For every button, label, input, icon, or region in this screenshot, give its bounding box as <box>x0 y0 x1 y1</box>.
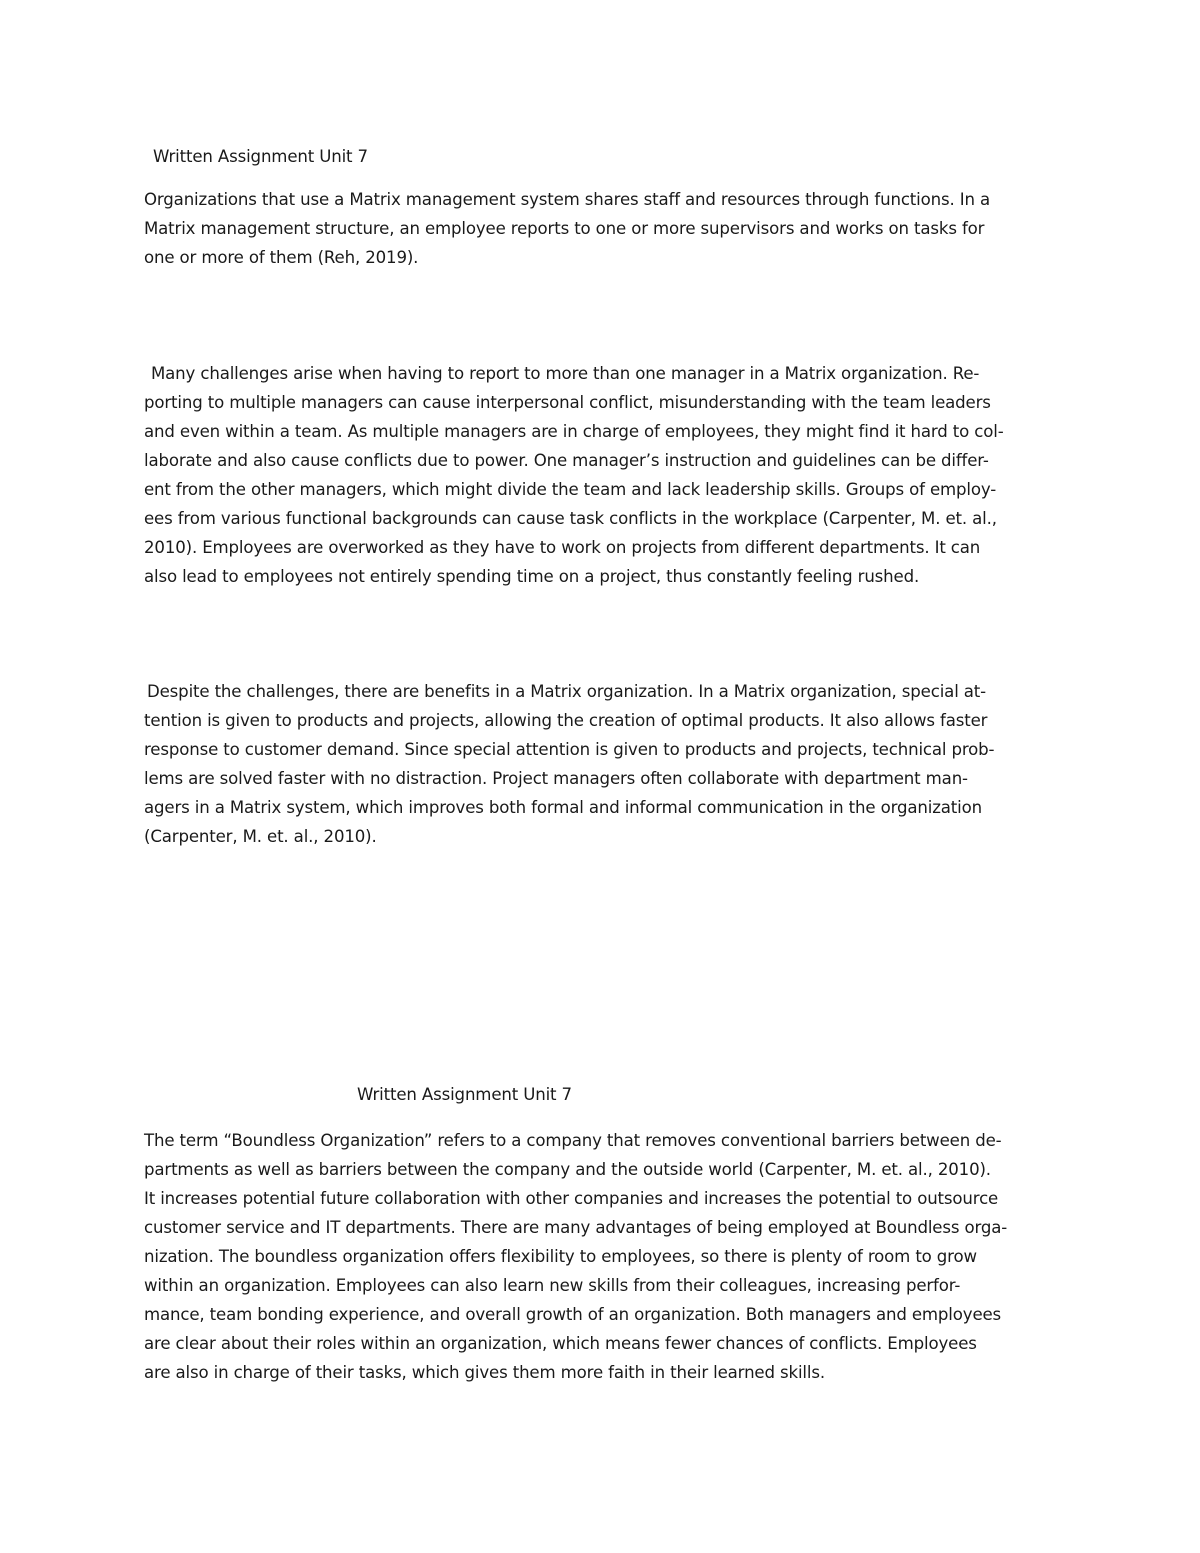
paragraph-line: partments as well as barriers between the company and the outside world (Carpenter, M. et. al., 2010). <box>144 1160 991 1179</box>
paragraph-line: Despite the challenges, there are benefits in a Matrix organization. In a Matrix organization, special at- <box>147 682 986 701</box>
paragraph-line: agers in a Matrix system, which improves both formal and informal communication in the organization <box>144 798 982 817</box>
paragraph-line: Organizations that use a Matrix management system shares staff and resources through functions. In a <box>144 190 990 209</box>
section-title: Written Assignment Unit 7 <box>357 1085 572 1104</box>
paragraph-line: one or more of them (Reh, 2019). <box>144 248 419 267</box>
paragraph-line: within an organization. Employees can also learn new skills from their colleagues, increasing perfor- <box>144 1276 961 1295</box>
paragraph-line: laborate and also cause conflicts due to power. One manager’s instruction and guidelines can be differ- <box>144 451 989 470</box>
paragraph-line: (Carpenter, M. et. al., 2010). <box>144 827 377 846</box>
paragraph-line: lems are solved faster with no distraction. Project managers often collaborate with department man- <box>144 769 968 788</box>
paragraph-line: are clear about their roles within an organization, which means fewer chances of conflicts. Employees <box>144 1334 977 1353</box>
paragraph-line: Matrix management structure, an employee reports to one or more supervisors and works on tasks for <box>144 219 985 238</box>
paragraph-line: ees from various functional backgrounds can cause task conflicts in the workplace (Carpenter, M. et. al., <box>144 509 997 528</box>
paragraph-line: are also in charge of their tasks, which gives them more faith in their learned skills. <box>144 1363 825 1382</box>
paragraph-line: nization. The boundless organization offers flexibility to employees, so there is plenty of room to grow <box>144 1247 977 1266</box>
paragraph-line: tention is given to products and projects, allowing the creation of optimal products. It also allows faster <box>144 711 988 730</box>
paragraph-line: The term “Boundless Organization” refers to a company that removes conventional barriers between de- <box>144 1131 1002 1150</box>
paragraph-line: response to customer demand. Since special attention is given to products and projects, technical prob- <box>144 740 995 759</box>
paragraph-line: Many challenges arise when having to report to more than one manager in a Matrix organization. Re- <box>151 364 980 383</box>
paragraph-line: ent from the other managers, which might divide the team and lack leadership skills. Groups of employ- <box>144 480 997 499</box>
paragraph-line: and even within a team. As multiple managers are in charge of employees, they might find it hard to col- <box>144 422 1004 441</box>
paragraph-line: 2010). Employees are overworked as they have to work on projects from different departments. It can <box>144 538 981 557</box>
paragraph-line: mance, team bonding experience, and overall growth of an organization. Both managers and employees <box>144 1305 1002 1324</box>
paragraph-line: customer service and IT departments. There are many advantages of being employed at Boundless orga- <box>144 1218 1008 1237</box>
paragraph-line: also lead to employees not entirely spending time on a project, thus constantly feeling rushed. <box>144 567 920 586</box>
paragraph-line: It increases potential future collaboration with other companies and increases the potential to outsource <box>144 1189 999 1208</box>
section-title: Written Assignment Unit 7 <box>153 147 368 166</box>
paragraph-line: porting to multiple managers can cause interpersonal conflict, misunderstanding with the team leaders <box>144 393 991 412</box>
